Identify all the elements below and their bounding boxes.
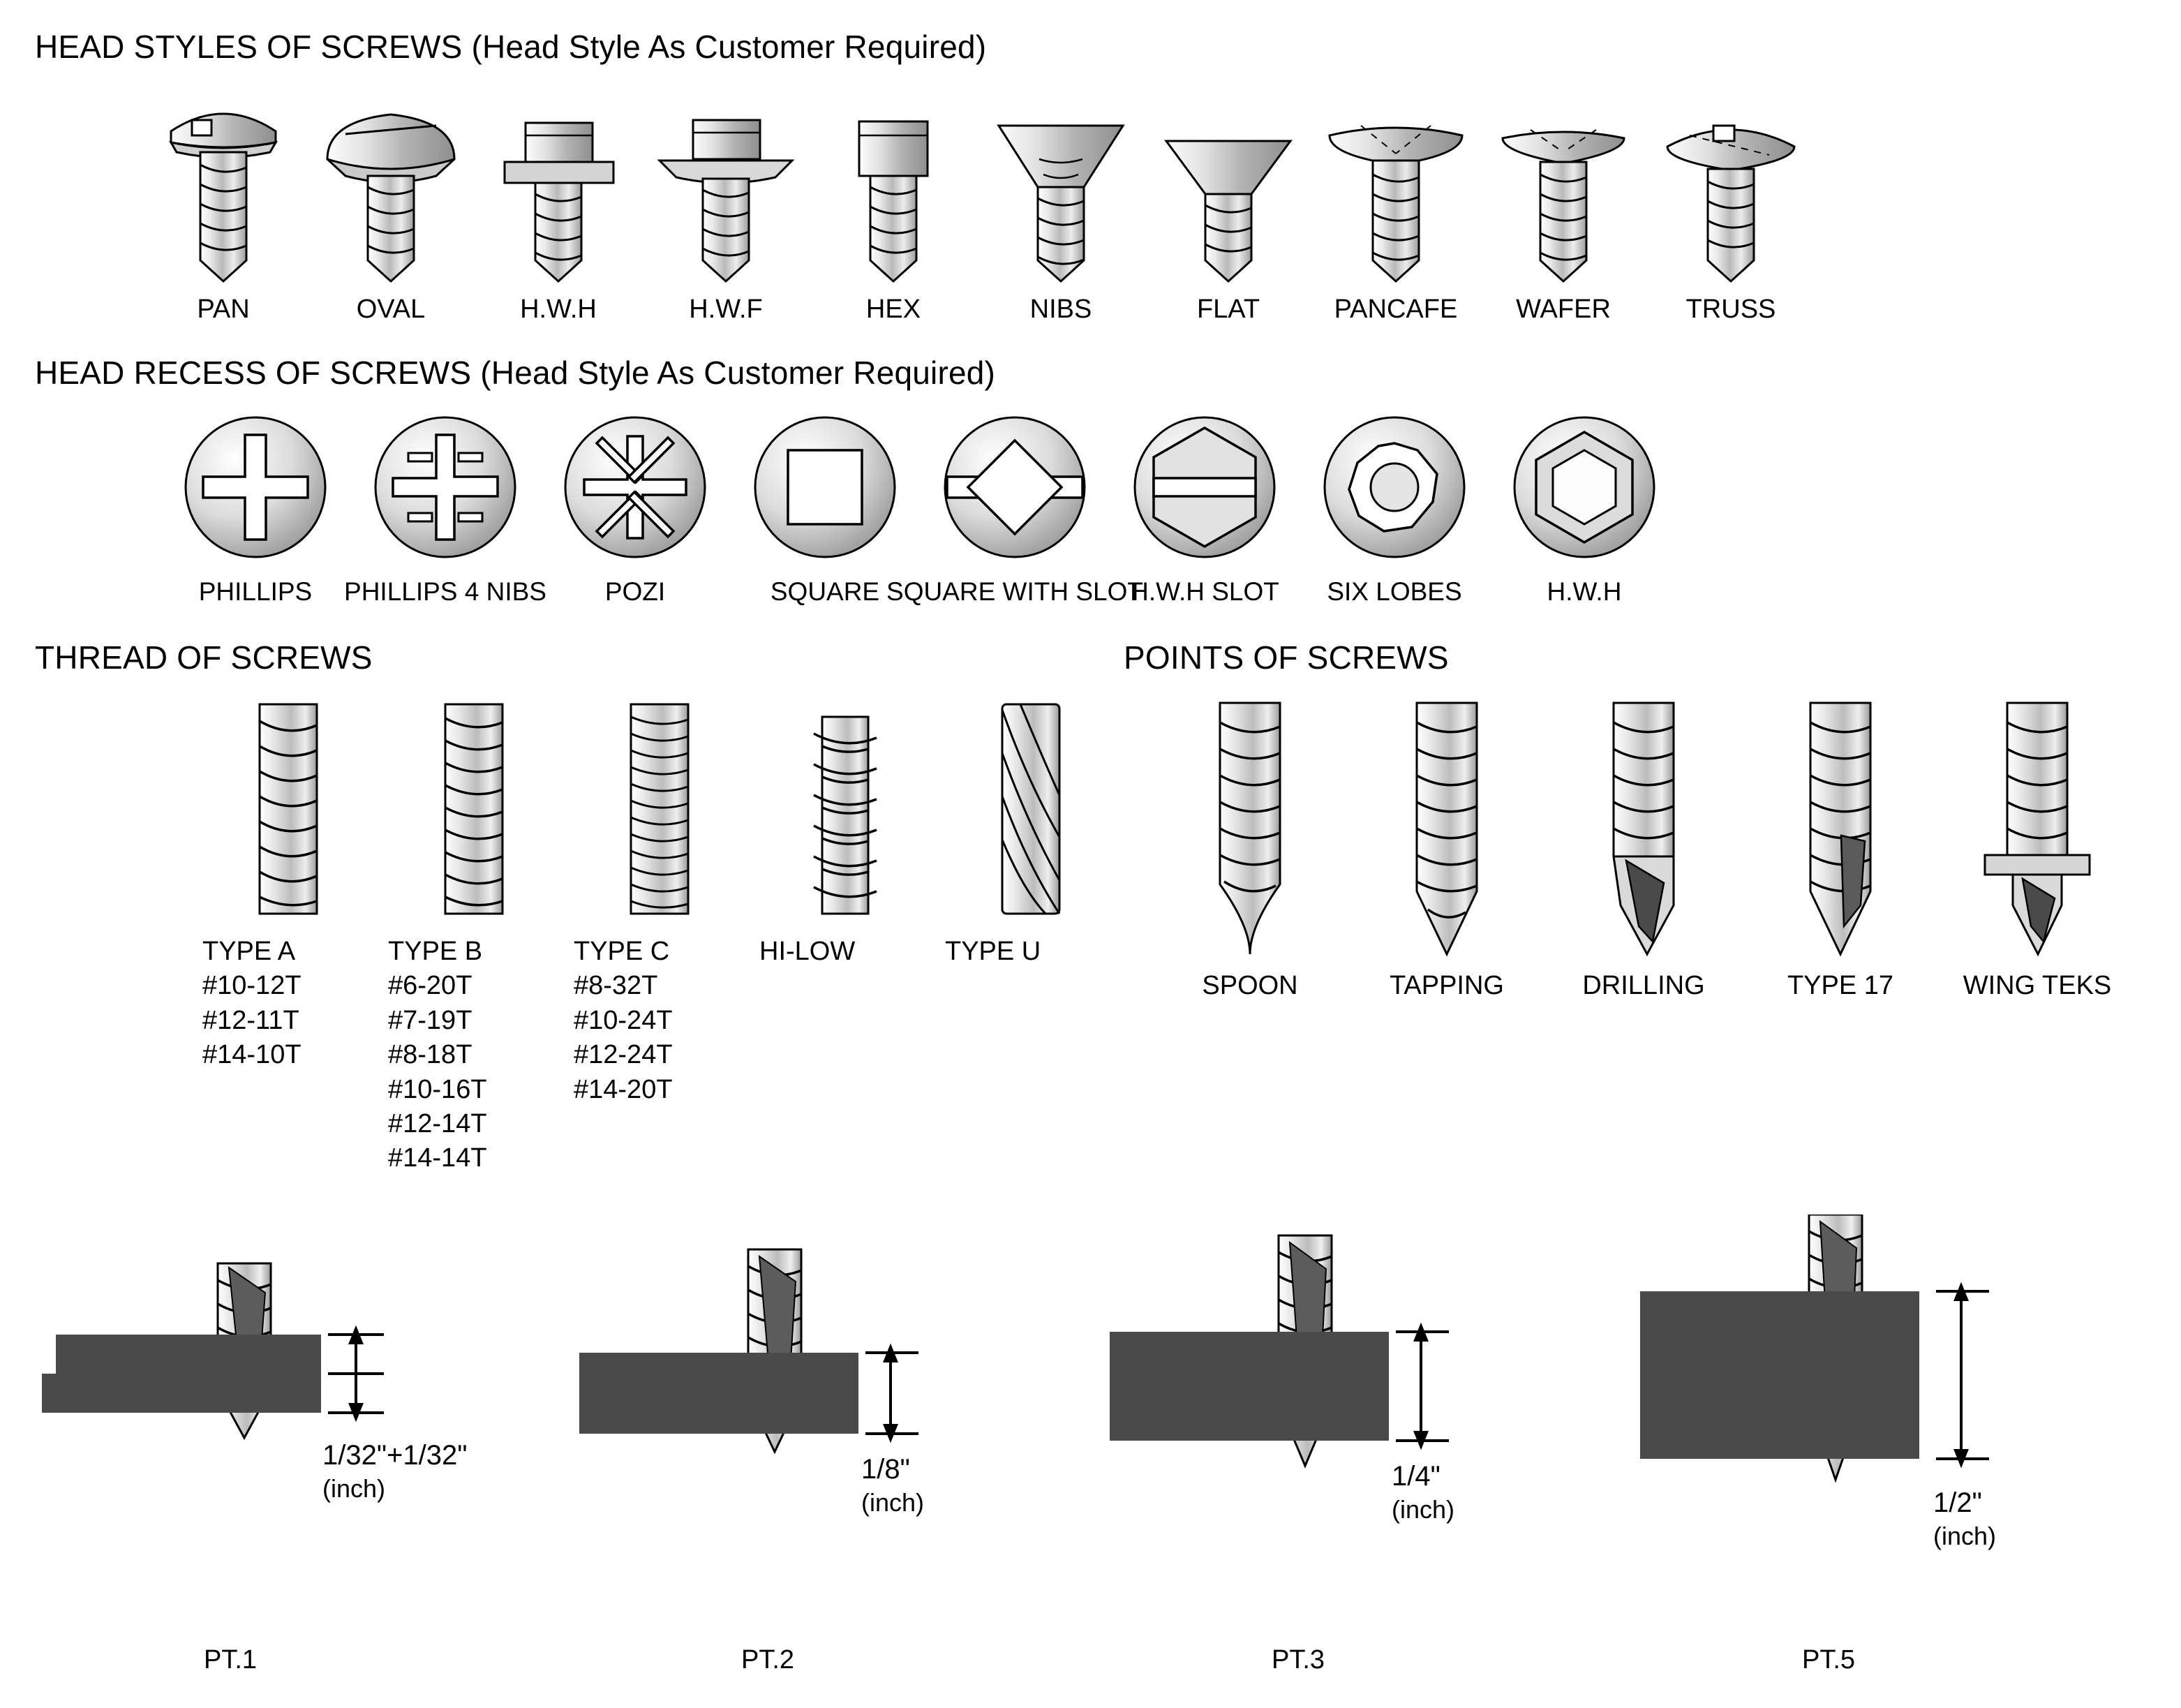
pt2-dimension: 1/8" (inch) — [861, 1454, 925, 1517]
square-drive-icon — [745, 407, 905, 567]
thread-label-type-a: TYPE A #10-12T #12-11T #14-10T — [202, 937, 302, 1070]
thread-and-points — [35, 639, 2146, 1176]
head-recess-label: SQUARE WITH SLOT — [886, 577, 1143, 606]
thread-type-b — [381, 697, 567, 928]
wafer-head-screw-icon — [1490, 82, 1637, 285]
six-lobes-icon — [1314, 407, 1475, 567]
head-style-oval — [307, 82, 475, 325]
head-recess-label: SIX LOBES — [1327, 577, 1462, 606]
oval-head-screw-icon — [318, 82, 464, 285]
thread-type-a — [195, 697, 381, 928]
point-wing-teks — [1939, 696, 2136, 961]
drilling-point-icon — [1577, 696, 1710, 961]
point-types-row — [35, 1228, 2146, 1675]
head-recess-title: HEAD RECESS OF SCREWS (Head Style As Customer Required) — [35, 355, 996, 391]
head-recess-square-with-slot — [886, 407, 1143, 607]
head-recess-hwh-slot — [1110, 407, 1300, 607]
head-recess-label: PHILLIPS 4 NIBS — [344, 577, 546, 606]
head-style-label: PANCAFE — [1334, 295, 1458, 324]
head-style-nibs — [977, 82, 1145, 325]
thread-type-u-icon — [978, 697, 1083, 928]
thread-type-b-icon — [422, 697, 526, 928]
thread-label-hi-low: HI-LOW — [759, 937, 856, 966]
point-label-tapping: TAPPING — [1390, 971, 1504, 1000]
phillips-cross-icon — [175, 407, 336, 567]
head-style-pancafe — [1312, 82, 1480, 325]
thread-label-type-u: TYPE U — [945, 937, 1041, 966]
nibs-head-screw-icon — [988, 82, 1134, 285]
thread-type-c-icon — [607, 697, 712, 928]
hwh-slot-icon — [1124, 407, 1285, 567]
head-recess-label: H.W.H — [1547, 577, 1622, 606]
thread-title: THREAD OF SCREWS — [35, 639, 373, 676]
head-style-wafer — [1480, 82, 1647, 325]
wing-teks-point-icon — [1971, 696, 2104, 961]
head-recess-label: PHILLIPS — [198, 577, 313, 606]
point-drilling — [1545, 696, 1742, 961]
points-row — [1124, 696, 2146, 961]
head-style-label: FLAT — [1196, 295, 1260, 324]
thread-type-a-icon — [236, 697, 341, 928]
spoon-point-icon — [1184, 696, 1316, 961]
pancake-head-screw-icon — [1323, 82, 1469, 285]
head-style-hex — [810, 82, 977, 325]
thread-type-c — [567, 697, 752, 928]
head-recess-label: H.W.H SLOT — [1130, 577, 1279, 606]
head-style-label: WAFER — [1516, 295, 1611, 324]
pt1-dimension: 1/32"+1/32" (inch) — [322, 1440, 468, 1503]
tapping-point-icon — [1380, 696, 1513, 961]
pt5-diagram-icon — [1626, 1215, 2115, 1633]
pt2-label: PT.2 — [740, 1645, 795, 1674]
head-style-label: PAN — [197, 295, 250, 324]
thread-type-u — [938, 697, 1124, 928]
head-recess-row — [35, 407, 2146, 607]
thread-label-type-b: TYPE B #6-20T #7-19T #8-18T #10-16T #12-14T #14-14T — [388, 937, 487, 1173]
points-title: POINTS OF SCREWS — [1124, 639, 1449, 676]
points-of-screws-section — [1124, 639, 2146, 1176]
thread-labels — [35, 935, 1124, 1176]
flat-head-screw-icon — [1155, 82, 1302, 285]
square-with-slot-icon — [935, 407, 1095, 567]
pt2-diagram-icon — [565, 1228, 1054, 1619]
hex-washer-head-icon — [1504, 407, 1665, 567]
thread-label-type-c: TYPE C #8-32T #10-24T #12-24T #14-20T — [574, 937, 673, 1104]
head-style-hwf — [642, 82, 810, 325]
hex-washer-head-screw-icon — [485, 82, 632, 285]
head-recess-six-lobes — [1300, 407, 1489, 607]
phillips-4nibs-icon — [365, 407, 526, 567]
head-style-label: H.W.H — [520, 295, 597, 324]
pt3-diagram-icon — [1096, 1228, 1584, 1619]
head-styles-row — [35, 82, 2146, 325]
point-type-pt2 — [565, 1228, 1096, 1675]
point-label-type-17: TYPE 17 — [1787, 971, 1894, 1000]
thread-hi-low — [752, 697, 938, 928]
pan-head-screw-icon — [150, 82, 297, 285]
point-label-drilling: DRILLING — [1582, 971, 1705, 1000]
pt1-label: PT.1 — [203, 1645, 258, 1674]
thread-hi-low-icon — [793, 697, 898, 928]
head-style-label: H.W.F — [689, 295, 763, 324]
point-type-17 — [1742, 696, 1939, 961]
pt5-dimension: 1/2" (inch) — [1933, 1487, 1997, 1550]
point-spoon — [1152, 696, 1348, 961]
point-tapping — [1348, 696, 1545, 961]
pozi-icon — [555, 407, 715, 567]
head-style-pan — [140, 82, 307, 325]
pt5-label: PT.5 — [1801, 1645, 1856, 1674]
truss-head-screw-icon — [1658, 82, 1804, 285]
head-recess-hwh — [1489, 407, 1679, 607]
head-style-truss — [1647, 82, 1815, 325]
head-recess-phillips — [161, 407, 350, 607]
points-labels — [1124, 961, 2146, 1001]
thread-of-screws-section — [35, 639, 1124, 1176]
head-style-label: HEX — [865, 295, 921, 324]
thread-row — [35, 697, 1124, 928]
hex-head-screw-icon — [820, 82, 967, 285]
pt3-label: PT.3 — [1271, 1645, 1325, 1674]
point-label-wing-teks: WING TEKS — [1963, 971, 2112, 1000]
type-17-point-icon — [1774, 696, 1907, 961]
head-recess-label: SQUARE — [770, 577, 880, 606]
head-styles-title: HEAD STYLES OF SCREWS (Head Style As Customer Required) — [35, 29, 987, 65]
pt1-diagram-icon — [35, 1228, 523, 1619]
head-recess-pozi — [540, 407, 730, 607]
point-type-pt3 — [1096, 1228, 1626, 1675]
pt3-dimension: 1/4" (inch) — [1392, 1461, 1455, 1524]
head-style-label: NIBS — [1029, 295, 1092, 324]
hex-washer-flange-screw-icon — [653, 82, 799, 285]
head-style-label: OVAL — [356, 295, 426, 324]
head-recess-phillips-4-nibs — [344, 407, 546, 607]
head-style-label: TRUSS — [1685, 295, 1776, 324]
point-label-spoon: SPOON — [1202, 971, 1298, 1000]
head-style-hwh — [475, 82, 642, 325]
head-style-flat — [1145, 82, 1312, 325]
point-type-pt1 — [35, 1228, 565, 1675]
head-recess-label: POZI — [604, 577, 666, 606]
point-type-pt5 — [1626, 1228, 2146, 1675]
